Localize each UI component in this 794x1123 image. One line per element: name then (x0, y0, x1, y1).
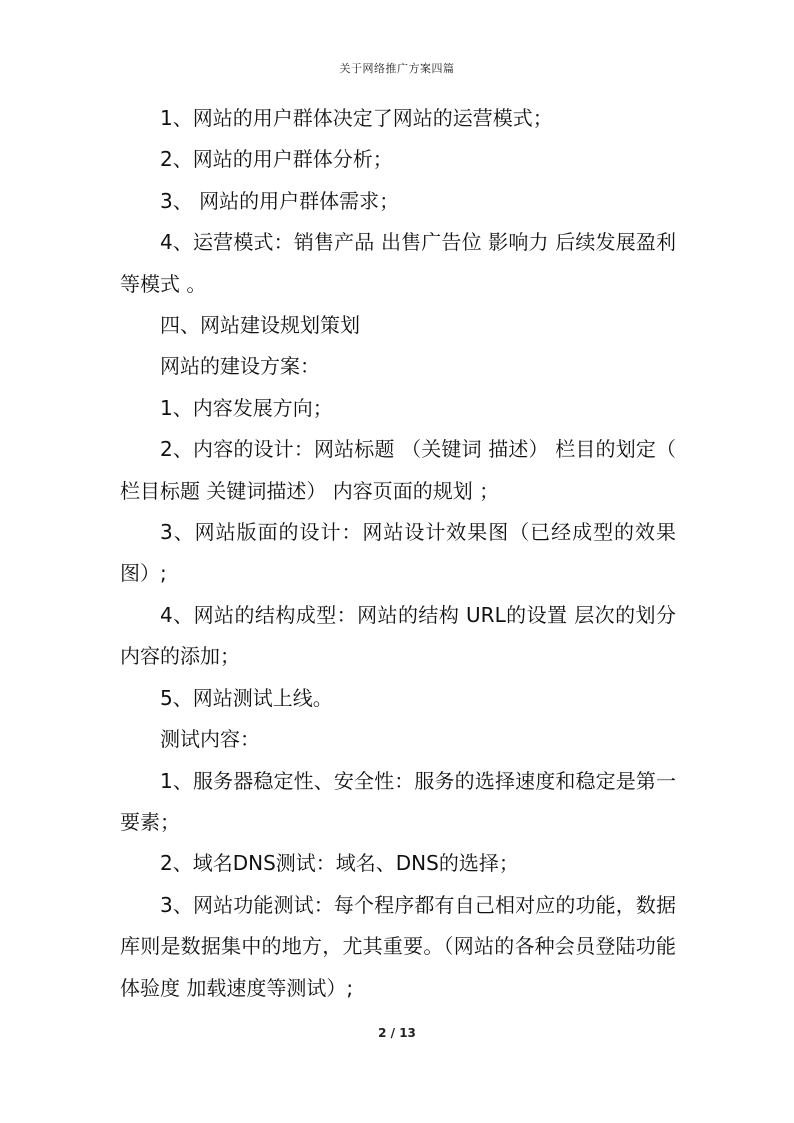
paragraph: 4、运营模式：销售产品 出售广告位 影响力 后续发展盈利等模式 。 (120, 230, 676, 296)
section-heading: 四、网站建设规划策划 (160, 313, 360, 338)
paragraph: 3、网站版面的设计：网站设计效果图（已经成型的效果图）; (120, 520, 676, 586)
page-number (0, 1026, 794, 1040)
paragraph: 测试内容： (160, 727, 260, 752)
paragraph: 1、服务器稳定性、安全性：服务的选择速度和稳定是第一要素； (120, 768, 676, 834)
paragraph: 1、内容发展方向； (160, 395, 333, 420)
paragraph: 2、网站的用户群体分析； (160, 147, 393, 172)
paragraph: 4、网站的结构成型：网站的结构 URL的设置 层次的划分 内容的添加； (120, 602, 676, 669)
paragraph: 2、内容的设计：网站标题 （关键词 描述） 栏目的划定（ 栏目标题 关键词描述） 内容页面的规划 ； (120, 437, 676, 503)
document-body (120, 98, 676, 1009)
paragraph: 网站的建设方案： (160, 354, 320, 379)
paragraph: 2、域名DNS测试：域名、DNS的选择； (160, 851, 519, 876)
paragraph: 5、网站测试上线。 (160, 685, 333, 710)
page-separator: / (386, 1026, 400, 1040)
paragraph: 1、网站的用户群体决定了网站的运营模式； (160, 106, 553, 130)
paragraph: 3、 网站的用户群体需求； (160, 188, 400, 213)
page-header: 关于网络推广方案四篇 (339, 62, 455, 75)
paragraph: 3、网站功能测试：每个程序都有自己相对应的功能，数据库则是数据集中的地方，尤其重要。（网站的各种会员登陆功能 体验度 加载速度等测试）; (120, 892, 676, 1000)
page-total: 13 (399, 1026, 416, 1040)
page-current: 2 (378, 1026, 387, 1040)
